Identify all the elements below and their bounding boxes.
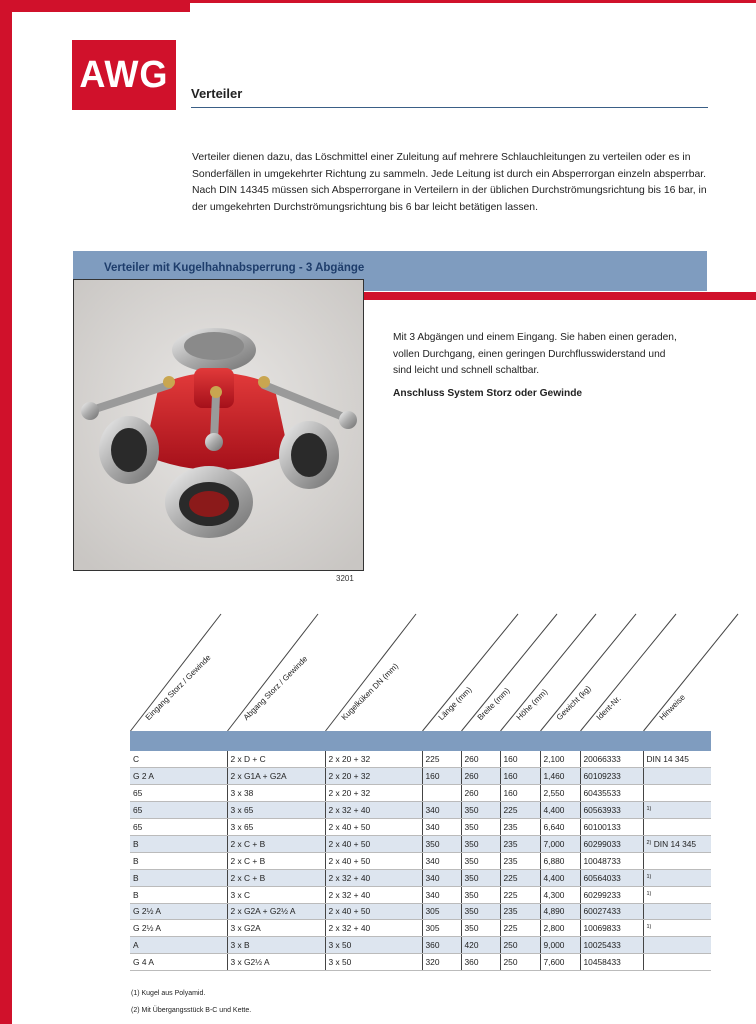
table-cell: 60299033: [580, 835, 643, 852]
table-cell: 2 x C + B: [227, 869, 325, 886]
table-cell: 2 x G2A + G2½ A: [227, 903, 325, 920]
table-cell: 3 x 65: [227, 802, 325, 819]
table-cell: 4,300: [540, 886, 580, 903]
table-row: [130, 886, 711, 903]
table-row: [130, 751, 711, 768]
table-cell: 2 x 40 + 50: [325, 835, 422, 852]
section-red-stripe: [364, 292, 756, 300]
table-cell: 3 x G2½ A: [227, 954, 325, 971]
table-cell: 350: [422, 835, 461, 852]
table-cell: 2 x 40 + 50: [325, 903, 422, 920]
table-cell: G 2½ A: [130, 903, 227, 920]
table-row: [130, 819, 711, 836]
table-cell: 260: [461, 768, 500, 785]
table-cell: 3 x 38: [227, 785, 325, 802]
product-table: [130, 751, 711, 971]
table-cell: 2 x 32 + 40: [325, 869, 422, 886]
table-cell: B: [130, 869, 227, 886]
hinweis-text: DIN 14 345: [646, 754, 689, 765]
intro-line: Nach DIN 14345 müssen sich Absperrorgane in Verteilern in der üblichen Durchströmungsrichtung bis 16 bar, in: [192, 185, 707, 196]
table-cell-hinweise: [643, 785, 711, 802]
table-row: [130, 802, 711, 819]
column-header-eingang: Eingang Storz / Gewinde: [143, 653, 213, 722]
table-cell-hinweise: [643, 920, 711, 937]
table-cell: 3 x C: [227, 886, 325, 903]
table-cell: 420: [461, 937, 500, 954]
table-cell: 160: [500, 785, 540, 802]
table-cell: 60564033: [580, 869, 643, 886]
table-cell: 3 x B: [227, 937, 325, 954]
table-cell: 350: [461, 886, 500, 903]
table-cell: 235: [500, 819, 540, 836]
product-photo: [73, 279, 364, 571]
page-title: Verteiler: [191, 86, 243, 101]
table-cell: 60100133: [580, 819, 643, 836]
connection-note: Anschluss System Storz oder Gewinde: [393, 388, 583, 399]
distributor-illustration: [74, 280, 363, 570]
table-cell: 3 x 50: [325, 954, 422, 971]
table-cell: 65: [130, 802, 227, 819]
table-cell: 340: [422, 886, 461, 903]
table-cell: 2 x 20 + 32: [325, 751, 422, 768]
table-row: [130, 835, 711, 852]
table-cell: [422, 785, 461, 802]
table-cell: 20066333: [580, 751, 643, 768]
table-cell: 2,100: [540, 751, 580, 768]
table-row: [130, 785, 711, 802]
hinweis-text: DIN 14 345: [651, 838, 697, 849]
top-frame-gap: [190, 3, 756, 12]
product-description: [393, 330, 723, 380]
column-header-laenge: Länge (mm): [436, 685, 474, 722]
footnote: (1) Kugel aus Polyamid.: [131, 990, 206, 997]
table-row: [130, 937, 711, 954]
description-line: vollen Durchgang, einen geringen Durchflusswiderstand und: [393, 348, 666, 360]
table-cell: 7,600: [540, 954, 580, 971]
table-cell: 225: [500, 920, 540, 937]
brand-logo-text: AWG: [79, 53, 169, 96]
table-row: [130, 869, 711, 886]
table-cell: 160: [422, 768, 461, 785]
table-cell: 60563933: [580, 802, 643, 819]
description-line: Mit 3 Abgängen und einem Eingang. Sie haben einen geraden,: [393, 332, 677, 343]
intro-paragraph: [192, 150, 748, 216]
table-cell: 235: [500, 903, 540, 920]
table-cell: A: [130, 937, 227, 954]
table-cell: C: [130, 751, 227, 768]
footnotes: [131, 985, 251, 1019]
table-cell: 3 x 65: [227, 819, 325, 836]
table-cell: 2 x 40 + 50: [325, 819, 422, 836]
table-cell: 2 x D + C: [227, 751, 325, 768]
table-cell: 2 x C + B: [227, 852, 325, 869]
table-cell: 2 x 32 + 40: [325, 920, 422, 937]
description-line: sind leicht und schnell schaltbar.: [393, 365, 540, 376]
table-cell: 160: [500, 768, 540, 785]
footnote-marker: 2): [646, 839, 652, 846]
table-row: [130, 920, 711, 937]
intro-line: der umgekehrten Durchströmungsrichtung bis 6 bar leicht betätigen lassen.: [192, 201, 538, 213]
table-cell: 2 x 20 + 32: [325, 785, 422, 802]
footnote-marker: 1): [646, 890, 652, 897]
column-header-ident-nr: Ident-Nr.: [594, 693, 623, 722]
table-cell: 340: [422, 819, 461, 836]
footnote-marker: 1): [646, 924, 652, 931]
table-cell: 260: [461, 785, 500, 802]
intro-line: Sonderfällen in umgekehrter Richtung zu sammeln. Jede Leitung ist durch ein Absperrorgan einzeln absperrbar.: [192, 168, 707, 180]
table-cell: 350: [461, 819, 500, 836]
table-cell: 260: [461, 751, 500, 768]
table-cell: 320: [422, 954, 461, 971]
title-divider: [191, 107, 708, 108]
table-cell: 6,640: [540, 819, 580, 836]
table-cell: 60027433: [580, 903, 643, 920]
table-cell: 250: [500, 937, 540, 954]
table-cell: 3 x 50: [325, 937, 422, 954]
table-cell: 360: [461, 954, 500, 971]
table-cell-hinweise: [643, 886, 711, 903]
table-cell-hinweise: [643, 768, 711, 785]
column-header-hinweise: Hinweise: [657, 692, 687, 722]
footnote: (2) Mit Übergangsstück B-C und Kette.: [131, 1007, 252, 1014]
table-cell: 340: [422, 852, 461, 869]
table-cell: 340: [422, 802, 461, 819]
table-cell: 10025433: [580, 937, 643, 954]
table-cell-hinweise: [643, 819, 711, 836]
table-cell: 2 x 32 + 40: [325, 886, 422, 903]
table-cell: 9,000: [540, 937, 580, 954]
table-cell: 305: [422, 920, 461, 937]
table-cell: 10069833: [580, 920, 643, 937]
table-cell: B: [130, 835, 227, 852]
table-cell: 2 x 40 + 50: [325, 852, 422, 869]
table-cell-hinweise: [643, 903, 711, 920]
table-cell: 6,880: [540, 852, 580, 869]
table-cell: 10458433: [580, 954, 643, 971]
brand-logo: [72, 40, 176, 110]
table-cell: 225: [422, 751, 461, 768]
footnote-marker: 1): [646, 873, 652, 880]
table-cell: 225: [500, 886, 540, 903]
table-cell-hinweise: [643, 852, 711, 869]
table-cell: 2,550: [540, 785, 580, 802]
table-cell: B: [130, 886, 227, 903]
table-cell-hinweise: [643, 802, 711, 819]
table-cell: 250: [500, 954, 540, 971]
table-cell: G 2 A: [130, 768, 227, 785]
table-cell: 4,400: [540, 802, 580, 819]
table-cell: 360: [422, 937, 461, 954]
table-row: [130, 903, 711, 920]
table-cell: 60435533: [580, 785, 643, 802]
table-cell-hinweise: [643, 869, 711, 886]
table-cell: 350: [461, 903, 500, 920]
table-cell-hinweise: [643, 835, 711, 852]
column-header-hoehe: Höhe (mm): [514, 687, 550, 722]
footnote-marker: 1): [646, 806, 652, 813]
column-header-breite: Breite (mm): [475, 686, 512, 722]
table-cell: 305: [422, 903, 461, 920]
table-cell: 1,460: [540, 768, 580, 785]
column-header-kugelkueken: Kugelküken DN (mm): [339, 661, 401, 722]
table-cell: 350: [461, 869, 500, 886]
left-frame-bar: [0, 0, 12, 1024]
table-cell: 225: [500, 802, 540, 819]
table-cell: 160: [500, 751, 540, 768]
table-cell: 2 x G1A + G2A: [227, 768, 325, 785]
table-cell: 60299233: [580, 886, 643, 903]
table-cell: 2 x 20 + 32: [325, 768, 422, 785]
table-cell-hinweise: [643, 937, 711, 954]
left-frame-gap: [12, 12, 16, 1024]
photo-caption: 3201: [336, 574, 354, 583]
column-header-abgang: Abgang Storz / Gewinde: [241, 654, 310, 722]
table-cell: G 4 A: [130, 954, 227, 971]
table-cell: B: [130, 852, 227, 869]
table-cell: 235: [500, 835, 540, 852]
table-cell: 350: [461, 920, 500, 937]
table-cell: 2 x 32 + 40: [325, 802, 422, 819]
section-title: Verteiler mit Kugelhahnabsperrung - 3 Abgänge: [104, 262, 365, 274]
table-cell: 60109233: [580, 768, 643, 785]
table-row: [130, 768, 711, 785]
column-header-gewicht: Gewicht (kg): [554, 683, 593, 722]
table-cell: 350: [461, 802, 500, 819]
table-cell: 4,890: [540, 903, 580, 920]
table-header-band: [130, 731, 711, 751]
table-cell: 350: [461, 852, 500, 869]
table-cell: 7,000: [540, 835, 580, 852]
table-cell: 10048733: [580, 852, 643, 869]
table-cell: 65: [130, 785, 227, 802]
intro-line: Verteiler dienen dazu, das Löschmittel einer Zuleitung auf mehrere Schlauchleitungen zu verteilen oder es in: [192, 152, 691, 163]
table-cell: 2,800: [540, 920, 580, 937]
table-row: [130, 852, 711, 869]
table-cell-hinweise: [643, 751, 711, 768]
table-cell: 2 x C + B: [227, 835, 325, 852]
table-cell: 3 x G2A: [227, 920, 325, 937]
table-cell: 4,400: [540, 869, 580, 886]
table-cell: 350: [461, 835, 500, 852]
table-cell: 225: [500, 869, 540, 886]
table-cell: G 2½ A: [130, 920, 227, 937]
table-cell-hinweise: [643, 954, 711, 971]
table-cell: 235: [500, 852, 540, 869]
table-row: [130, 954, 711, 971]
table-cell: 340: [422, 869, 461, 886]
table-cell: 65: [130, 819, 227, 836]
